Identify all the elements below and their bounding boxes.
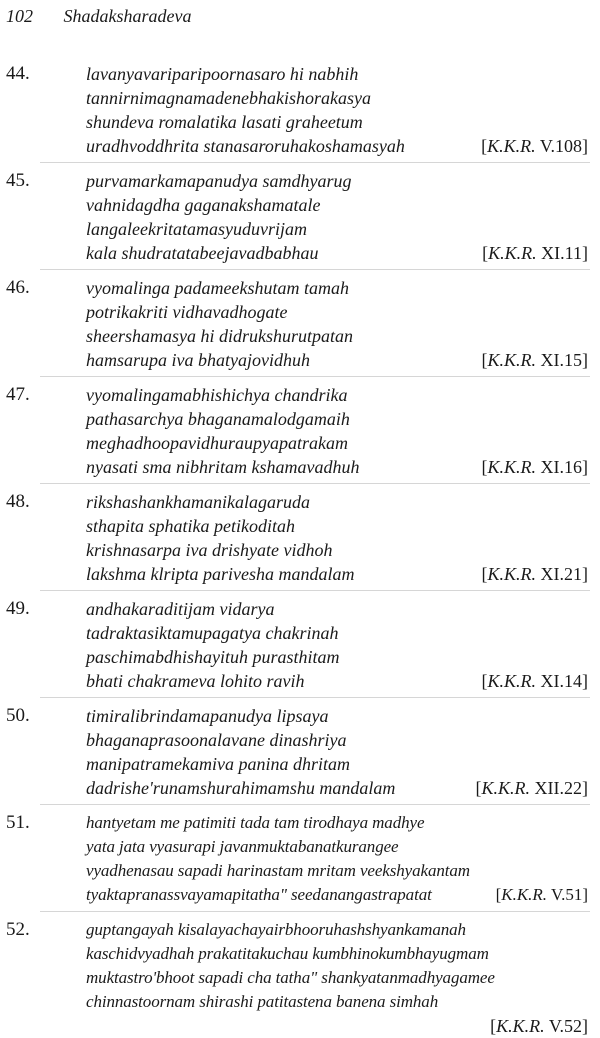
- verse-reference: [481, 348, 588, 372]
- ref-locator: XI.11]: [536, 243, 588, 263]
- verse-line: kala shudratatabeejavadbabhau: [86, 243, 319, 263]
- ref-locator: XI.15]: [536, 350, 588, 370]
- ref-source: K.K.R.: [487, 457, 536, 477]
- verse-reference: [481, 455, 588, 479]
- verse-number: 44.: [6, 63, 30, 84]
- verse-reference: [481, 669, 588, 693]
- verse-line: bhati chakrameva lohito ravih: [86, 671, 305, 691]
- ref-bracket: [: [482, 243, 489, 263]
- divider: [40, 376, 590, 377]
- verse-line: shundeva romalatika lasati graheetum: [86, 112, 363, 132]
- verse-line: tannirnimagnamadenebhakishorakasya: [86, 88, 371, 108]
- ref-source: K.K.R.: [501, 885, 548, 904]
- ref-locator: V.108]: [535, 136, 588, 156]
- verse-line: guptangayah kisalayachayairbhooruhashshyankamanah: [86, 920, 466, 939]
- verse-line: bhaganaprasoonalavane dinashriya: [86, 730, 347, 750]
- verse-48: [0, 490, 600, 586]
- verse-46: [0, 276, 600, 372]
- ref-bracket: [: [481, 350, 488, 370]
- verse-line: nyasati sma nibhritam kshamavadhuh: [86, 457, 360, 477]
- ref-locator: XI.14]: [536, 671, 588, 691]
- verse-line: andhakaraditijam vidarya: [86, 599, 275, 619]
- verse-line: vyomalingamabhishichya chandrika: [86, 385, 348, 405]
- divider: [40, 162, 590, 163]
- ref-locator: V.51]: [547, 885, 588, 904]
- ref-bracket: [: [481, 564, 488, 584]
- verse-number: 50.: [6, 705, 30, 726]
- verse-line: vyadhenasau sapadi harinastam mritam veekshyakantam: [86, 861, 470, 880]
- verse-line: manipatramekamiva panina dhritam: [86, 754, 350, 774]
- divider: [40, 590, 590, 591]
- verse-line: lavanyavariparipoornasaro hi nabhih: [86, 64, 359, 84]
- verse-reference: [481, 134, 588, 158]
- ref-source: K.K.R.: [487, 564, 536, 584]
- verse-lines: [86, 918, 590, 1014]
- ref-source: K.K.R.: [487, 671, 536, 691]
- verse-reference: [476, 776, 589, 800]
- verse-line: sthapita sphatika petikoditah: [86, 516, 295, 536]
- ref-bracket: [: [490, 1016, 497, 1036]
- ref-source: K.K.R.: [488, 243, 537, 263]
- page-number: 102: [6, 6, 33, 26]
- verse-47: [0, 383, 600, 479]
- verse-50: [0, 704, 600, 800]
- verse-number: 47.: [6, 384, 30, 405]
- verse-line: pathasarchya bhaganamalodgamaih: [86, 409, 350, 429]
- ref-locator: XII.22]: [530, 778, 588, 798]
- verse-line: purvamarkamapanudya samdhyarug: [86, 171, 352, 191]
- ref-bracket: [: [475, 778, 482, 798]
- ref-source: K.K.R.: [487, 136, 536, 156]
- ref-bracket: [: [481, 136, 488, 156]
- verse-line: sheershamasya hi didrukshurutpatan: [86, 326, 353, 346]
- verse-line: paschimabdhishayituh purasthitam: [86, 647, 340, 667]
- ref-locator: XI.16]: [536, 457, 588, 477]
- verse-line: lakshma klripta parivesha mandalam: [86, 564, 355, 584]
- verse-line: hamsarupa iva bhatyajovidhuh: [86, 350, 310, 370]
- divider: [40, 911, 590, 912]
- verse-line: vyomalinga padameekshutam tamah: [86, 278, 349, 298]
- verse-line: meghadhoopavidhuraupyapatrakam: [86, 433, 348, 453]
- divider: [40, 697, 590, 698]
- ref-source: K.K.R.: [496, 1016, 545, 1036]
- verse-reference: [482, 241, 588, 265]
- running-header: [6, 4, 191, 28]
- verse-number: 45.: [6, 170, 30, 191]
- verse-45: [0, 169, 600, 265]
- verse-line: tyaktapranassvayamapitatha" seedanangastrapatat: [86, 885, 432, 904]
- verse-number: 52.: [6, 919, 30, 940]
- verse-line: langaleekritatamasyuduvrijam: [86, 219, 307, 239]
- verse-reference: [481, 562, 588, 586]
- verse-line: yata jata vyasurapi javanmuktabanatkurangee: [86, 837, 399, 856]
- verse-line: dadrishe'runamshurahimamshu mandalam: [86, 778, 396, 798]
- verse-line: hantyetam me patimiti tada tam tirodhaya madhye: [86, 813, 425, 832]
- verse-reference: [496, 883, 588, 907]
- verse-49: [0, 597, 600, 693]
- verse-number: 46.: [6, 277, 30, 298]
- verse-line: rikshashankhamanikalagaruda: [86, 492, 310, 512]
- divider: [40, 483, 590, 484]
- verse-number: 48.: [6, 491, 30, 512]
- running-title: Shadaksharadeva: [63, 6, 192, 26]
- ref-bracket: [: [481, 457, 488, 477]
- verse-line: krishnasarpa iva drishyate vidhoh: [86, 540, 333, 560]
- verse-reference: [0, 1014, 588, 1038]
- verse-list: [0, 62, 600, 1038]
- verse-line: vahnidagdha gaganakshamatale: [86, 195, 321, 215]
- verse-line: timiralibrindamapanudya lipsaya: [86, 706, 329, 726]
- divider: [40, 804, 590, 805]
- verse-51: [0, 811, 600, 907]
- verse-line: potrikakriti vidhavadhogate: [86, 302, 288, 322]
- ref-bracket: [: [495, 885, 502, 904]
- divider: [40, 269, 590, 270]
- ref-locator: V.52]: [544, 1016, 588, 1036]
- verse-line: tadraktasiktamupagatya chakrinah: [86, 623, 339, 643]
- verse-line: chinnastoornam shirashi patitastena banena simhah: [86, 992, 439, 1011]
- verse-number: 51.: [6, 812, 30, 833]
- ref-locator: XI.21]: [536, 564, 588, 584]
- verse-line: kaschidvyadhah prakatitakuchau kumbhinokumbhayugmam: [86, 944, 489, 963]
- ref-source: K.K.R.: [481, 778, 531, 798]
- ref-bracket: [: [481, 671, 488, 691]
- verse-number: 49.: [6, 598, 30, 619]
- ref-source: K.K.R.: [487, 350, 536, 370]
- verse-line: uradhvoddhrita stanasaroruhakoshamasyah: [86, 136, 405, 156]
- verse-44: [0, 62, 600, 158]
- verse-line: muktastro'bhoot sapadi cha tatha" shankyatanmadhyagamee: [86, 968, 495, 987]
- verse-52: [0, 918, 600, 1038]
